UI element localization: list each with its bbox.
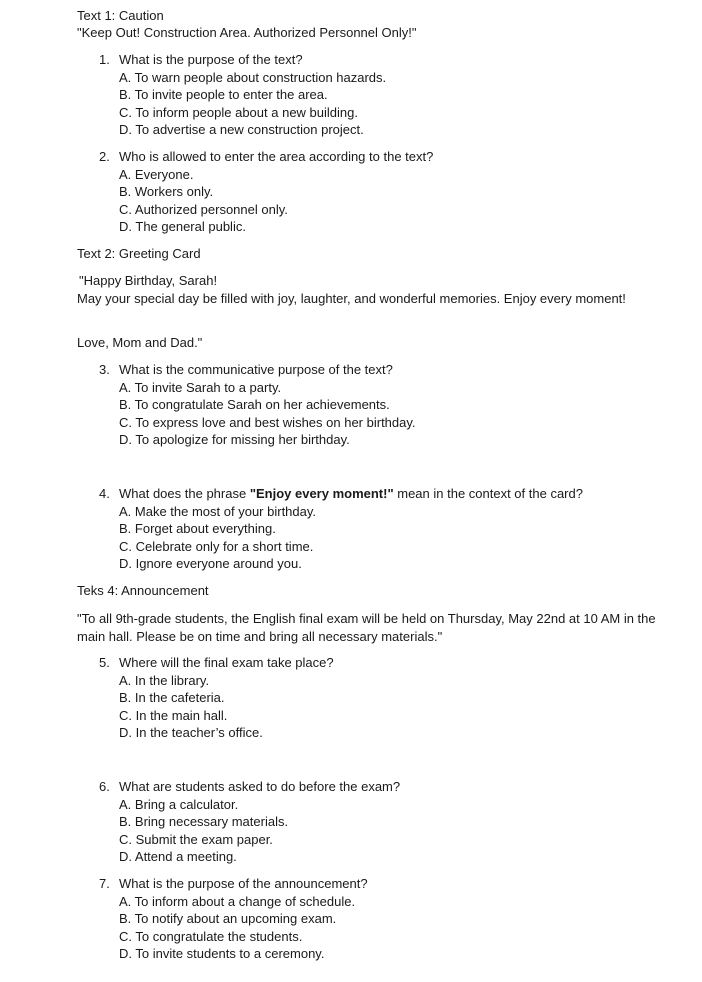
option-c: C. To congratulate the students. bbox=[119, 928, 303, 944]
question-2 bbox=[99, 148, 433, 236]
text2-heading: Text 2: Greeting Card bbox=[77, 246, 201, 261]
option-d: D. Ignore everyone around you. bbox=[119, 556, 302, 571]
question-number: 6. bbox=[99, 779, 110, 794]
option-c: C. Authorized personnel only. bbox=[119, 201, 288, 217]
option-d: D. To advertise a new construction project. bbox=[119, 122, 364, 137]
question-phrase-bold: "Enjoy every moment!" bbox=[249, 486, 394, 501]
question-number: 3. bbox=[99, 362, 110, 377]
question-text: What is the purpose of the text? bbox=[119, 52, 303, 67]
option-a: A. Make the most of your birthday. bbox=[119, 503, 317, 519]
option-b: B. Bring necessary materials. bbox=[119, 814, 289, 829]
text2-greeting: "Happy Birthday, Sarah! bbox=[79, 273, 218, 288]
question-text: What are students asked to do before the exam? bbox=[119, 779, 401, 794]
question-5 bbox=[99, 654, 334, 742]
question-number: 5. bbox=[99, 655, 110, 670]
question-number: 7. bbox=[99, 876, 110, 891]
option-a: A. In the library. bbox=[119, 672, 210, 688]
question-4 bbox=[99, 485, 583, 573]
text1-quote: "Keep Out! Construction Area. Authorized Personnel Only!" bbox=[77, 25, 417, 40]
text1-heading: Text 1: Caution bbox=[77, 8, 164, 23]
option-c: C. In the main hall. bbox=[119, 707, 228, 723]
question-text-before: What does the phrase bbox=[119, 486, 250, 501]
option-a: A. Everyone. bbox=[119, 166, 194, 182]
question-number: 2. bbox=[99, 149, 110, 164]
option-b: B. To congratulate Sarah on her achievements. bbox=[119, 397, 390, 412]
question-text: What is the purpose of the announcement? bbox=[119, 876, 368, 891]
question-1 bbox=[99, 51, 386, 139]
text2-signoff: Love, Mom and Dad." bbox=[77, 335, 203, 350]
question-number: 4. bbox=[99, 486, 110, 501]
question-6 bbox=[99, 778, 400, 866]
option-a: A. To inform about a change of schedule. bbox=[119, 893, 356, 909]
option-c: C. Celebrate only for a short time. bbox=[119, 538, 314, 554]
question-text: Who is allowed to enter the area according to the text? bbox=[119, 149, 434, 164]
question-text: Where will the final exam take place? bbox=[119, 655, 334, 670]
text2-message: May your special day be filled with joy, laughter, and wonderful memories. Enjoy every moment! bbox=[77, 291, 626, 306]
question-3 bbox=[99, 361, 416, 449]
option-b: B. To notify about an upcoming exam. bbox=[119, 911, 337, 926]
option-c: C. To express love and best wishes on her birthday. bbox=[119, 414, 416, 430]
text4-heading: Teks 4: Announcement bbox=[77, 583, 209, 598]
question-7 bbox=[99, 875, 368, 963]
option-a: A. Bring a calculator. bbox=[119, 796, 239, 812]
question-text: What is the communicative purpose of the text? bbox=[119, 362, 393, 377]
question-text-after: mean in the context of the card? bbox=[393, 486, 583, 501]
option-a: A. To invite Sarah to a party. bbox=[119, 379, 282, 395]
option-b: B. Forget about everything. bbox=[119, 521, 276, 536]
question-number: 1. bbox=[99, 52, 110, 67]
option-c: C. Submit the exam paper. bbox=[119, 831, 273, 847]
option-d: D. To apologize for missing her birthday. bbox=[119, 432, 350, 447]
option-d: D. The general public. bbox=[119, 219, 246, 234]
option-b: B. Workers only. bbox=[119, 184, 214, 199]
option-d: D. To invite students to a ceremony. bbox=[119, 946, 325, 961]
option-d: D. Attend a meeting. bbox=[119, 849, 237, 864]
text4-quote: "To all 9th-grade students, the English final exam will be held on Thursday, May 22nd at 10 AM in the main hall. Please be on time and bring all necessary materials." bbox=[77, 611, 656, 644]
option-d: D. In the teacher’s office. bbox=[119, 725, 263, 740]
option-b: B. To invite people to enter the area. bbox=[119, 87, 328, 102]
option-b: B. In the cafeteria. bbox=[119, 690, 225, 705]
option-a: A. To warn people about construction hazards. bbox=[119, 69, 387, 85]
option-c: C. To inform people about a new building. bbox=[119, 104, 358, 120]
